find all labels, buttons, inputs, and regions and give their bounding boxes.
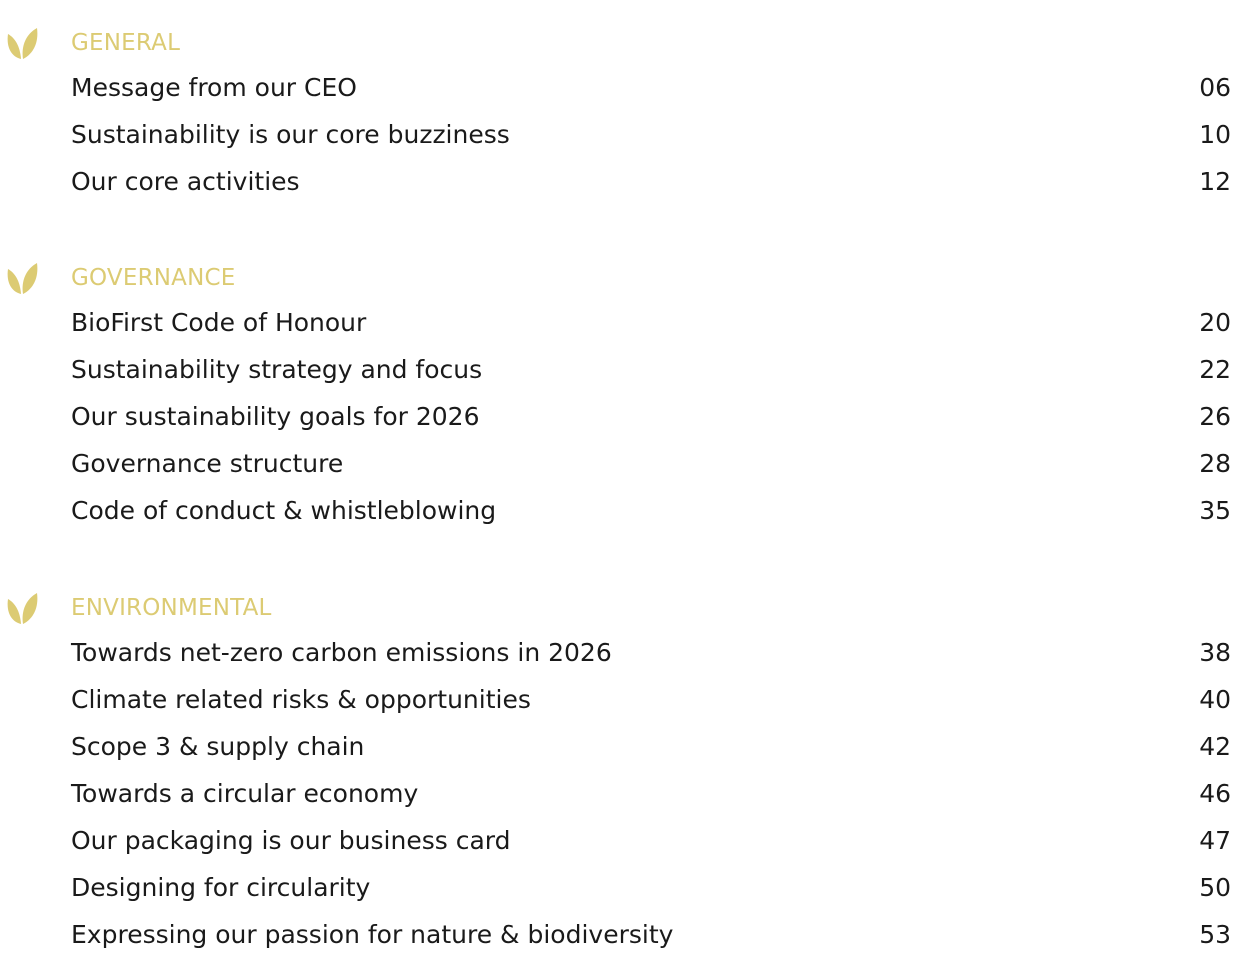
entry-title: Towards net-zero carbon emissions in 2026 — [71, 638, 612, 667]
entry-page-number: 53 — [1199, 920, 1231, 949]
entry-title: Climate related risks & opportunities — [71, 685, 531, 714]
entry-title: Designing for circularity — [71, 873, 371, 902]
toc-section-governance — [0, 257, 1237, 532]
toc-entry[interactable] — [0, 62, 1237, 109]
entry-list — [0, 62, 1237, 203]
entry-page-number: 46 — [1199, 779, 1231, 808]
toc-entry[interactable] — [0, 344, 1237, 391]
entry-page-number: 42 — [1199, 732, 1231, 761]
entry-page-number: 20 — [1199, 308, 1231, 337]
entry-title: Sustainability is our core buzziness — [71, 120, 510, 149]
leaf-icon — [4, 591, 40, 625]
section-header — [0, 257, 1237, 297]
toc-entry[interactable] — [0, 909, 1237, 956]
toc-entry[interactable] — [0, 485, 1237, 532]
entry-title: Scope 3 & supply chain — [71, 732, 365, 761]
section-title: GENERAL — [71, 30, 181, 56]
toc-section-general — [0, 22, 1237, 203]
section-title: ENVIRONMENTAL — [71, 595, 272, 621]
entry-page-number: 28 — [1199, 449, 1231, 478]
toc-entry[interactable] — [0, 156, 1237, 203]
section-title: GOVERNANCE — [71, 265, 236, 291]
toc-entry[interactable] — [0, 815, 1237, 862]
entry-list — [0, 627, 1237, 956]
entry-list — [0, 297, 1237, 532]
toc-section-environmental — [0, 587, 1237, 956]
entry-page-number: 26 — [1199, 402, 1231, 431]
toc-entry[interactable] — [0, 768, 1237, 815]
entry-title: Our packaging is our business card — [71, 826, 511, 855]
toc-entry[interactable] — [0, 721, 1237, 768]
entry-page-number: 22 — [1199, 355, 1231, 384]
entry-page-number: 10 — [1199, 120, 1231, 149]
leaf-icon — [4, 26, 40, 60]
leaf-icon — [4, 261, 40, 295]
entry-title: Our core activities — [71, 167, 300, 196]
entry-title: Code of conduct & whistleblowing — [71, 496, 497, 525]
section-header — [0, 22, 1237, 62]
toc-entry[interactable] — [0, 674, 1237, 721]
entry-page-number: 50 — [1199, 873, 1231, 902]
entry-title: Expressing our passion for nature & biodiversity — [71, 920, 674, 949]
entry-title: Our sustainability goals for 2026 — [71, 402, 480, 431]
entry-title: BioFirst Code of Honour — [71, 308, 367, 337]
entry-title: Governance structure — [71, 449, 344, 478]
entry-page-number: 12 — [1199, 167, 1231, 196]
toc-entry[interactable] — [0, 109, 1237, 156]
toc-entry[interactable] — [0, 627, 1237, 674]
toc-entry[interactable] — [0, 391, 1237, 438]
section-header — [0, 587, 1237, 627]
entry-title: Towards a circular economy — [71, 779, 419, 808]
entry-title: Message from our CEO — [71, 73, 357, 102]
entry-page-number: 40 — [1199, 685, 1231, 714]
toc-entry[interactable] — [0, 862, 1237, 909]
entry-page-number: 06 — [1199, 73, 1231, 102]
entry-page-number: 38 — [1199, 638, 1231, 667]
toc-entry[interactable] — [0, 297, 1237, 344]
entry-page-number: 47 — [1199, 826, 1231, 855]
entry-page-number: 35 — [1199, 496, 1231, 525]
toc-entry[interactable] — [0, 438, 1237, 485]
entry-title: Sustainability strategy and focus — [71, 355, 483, 384]
